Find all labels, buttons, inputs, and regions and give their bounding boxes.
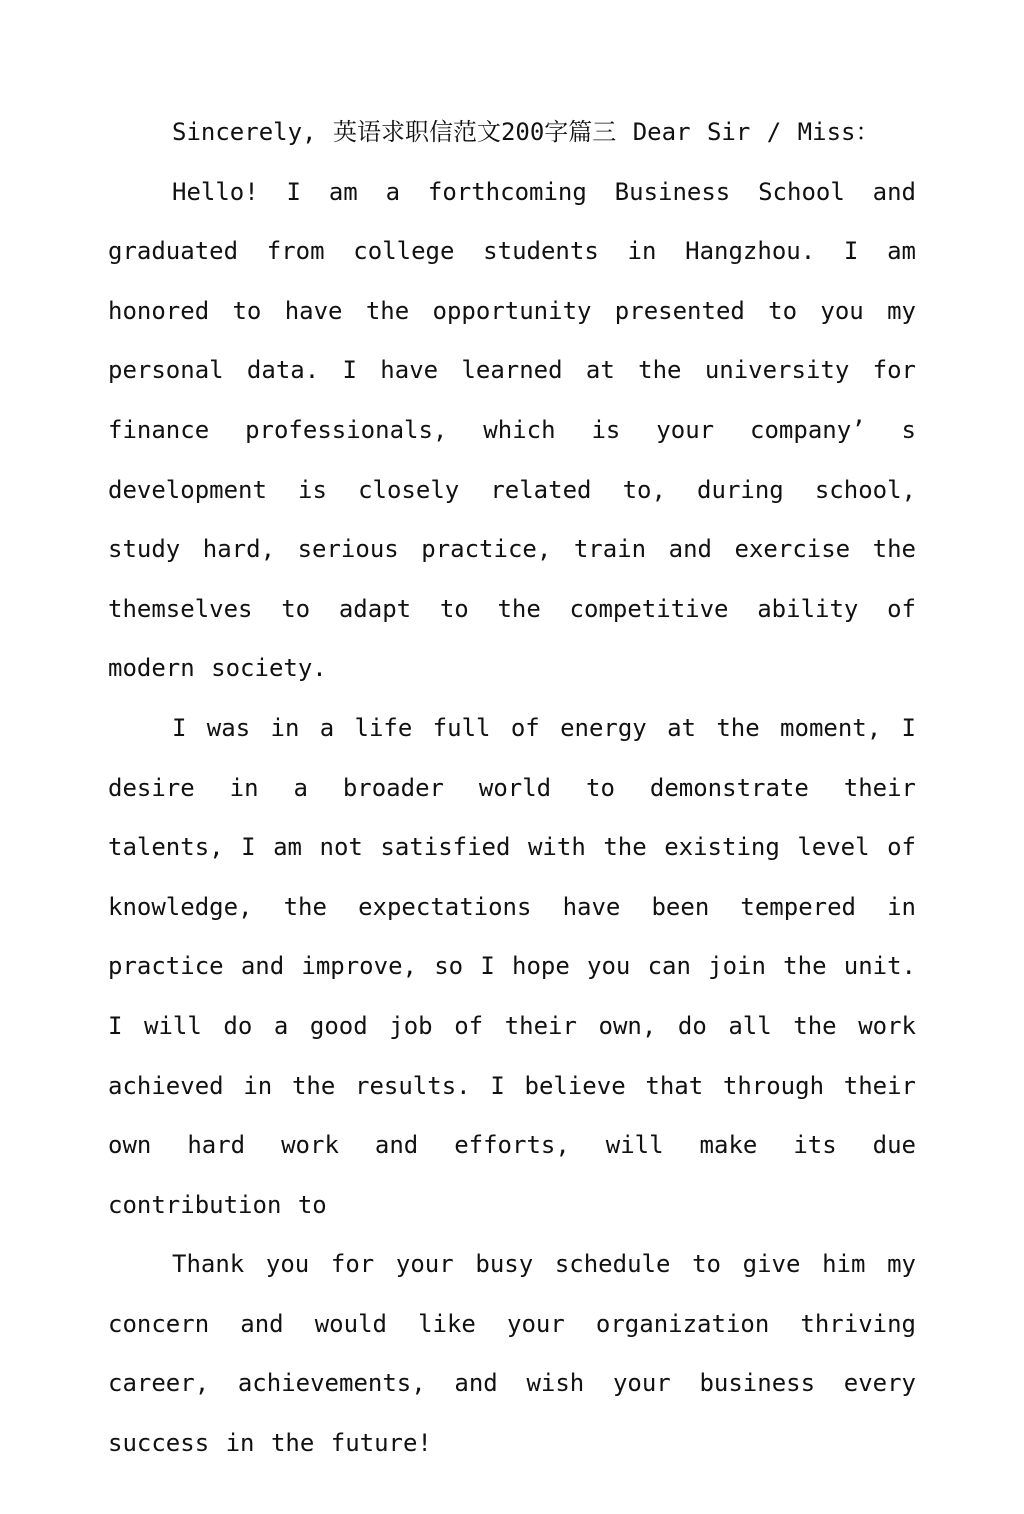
greeting-paragraph: Sincerely, 英语求职信范文200字篇三 Dear Sir / Miss： [172, 118, 880, 146]
introduction-paragraph: Hello! I am a forthcoming Business School and graduated from college students in Hangzhou. I am honored to have the opportunity presented to you my personal data. I have learned at the university for finance professionals, which is your company’ s development is closely related to, during school, study hard, serious practice, train and exercise the themselves to adapt to the competitive ability of modern society. [108, 177, 916, 683]
closing-paragraph: Thank you for your busy schedule to give him my concern and would like your organization thriving career, achievements, and wish your business every success in the future! [108, 1250, 916, 1458]
document-body [108, 103, 916, 1474]
motivation-paragraph: I was in a life full of energy at the moment, I desire in a broader world to demonstrate their talents, I am not satisfied with the existing level of knowledge, the expectations have been tempered in practice and improve, so I hope you can join the unit. I will do a good job of their own, do all the work achieved in the results. I believe that through their own hard work and efforts, will make its due contribution to [108, 713, 916, 1219]
